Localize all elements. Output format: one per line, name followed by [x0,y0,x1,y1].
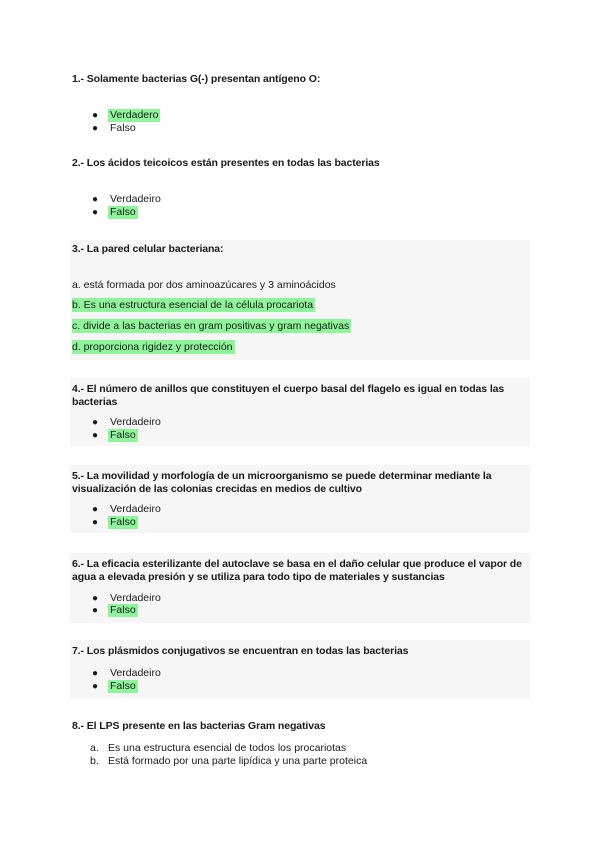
question-5-title: 5.- La movilidad y morfología de un microorganismo se puede determinar mediante la visualización de las colonias crecidas en medios de cultivo [72,470,492,495]
question-7-title: 7.- Los plásmidos conjugativos se encuentran en todas las bacterias [72,645,409,657]
question-3-option-b [72,299,315,312]
option-label: Falso [110,680,136,692]
question-8-title: 8.- El LPS presente en las bacterias Gram negativas [72,720,326,732]
question-4-title: 4.- El número de anillos que constituyen el cuerpo basal del flagelo es igual en todas las bacterias [72,383,505,408]
bullet-icon: ● [91,417,99,428]
bullet-icon: ● [91,110,99,121]
option-label: c. divide a las bacterias en gram positivas y gram negativas [72,320,350,332]
bullet-icon: ● [91,668,99,679]
option-label: Falso [110,604,136,616]
bullet-icon: ● [91,194,99,205]
option-label: Verdadeiro [110,416,161,428]
option-label: Falso [110,206,136,218]
bullet-icon: ● [91,605,99,616]
option-label: Falso [110,516,136,528]
question-3-option-a [72,279,338,292]
option-label: Verdadeiro [110,503,161,515]
option-label: Falso [110,429,136,441]
option-label: d. proporciona rigidez y protección [72,341,233,353]
bullet-icon: ● [91,681,99,692]
question-1-title: 1.- Solamente bacterias G(-) presentan antígeno O: [72,73,321,85]
question-3-option-d [72,341,235,354]
option-label: Está formado por una parte lipídica y una parte proteica [108,755,368,767]
option-label: Verdadero [110,109,159,121]
question-3-title: 3.- La pared celular bacteriana: [72,243,224,255]
bullet-icon: ● [91,517,99,528]
question-2-title: 2.- Los ácidos teicoicos están presentes en todas las bacterias [72,157,380,169]
bullet-icon: ● [91,593,99,604]
bullet-icon: ● [91,123,99,134]
option-letter: b. [90,755,99,767]
option-label: Es una estructura esencial de todos los procariotas [108,742,347,754]
question-3-option-c [72,320,351,333]
option-label: Verdadeiro [110,193,161,205]
question-6-title: 6.- La eficacia esterilizante del autoclave se basa en el daño celular que produce el vapor de agua a elevada presión y se utiliza para todo tipo de materiales y sustancias [72,558,522,583]
option-label: b. Es una estructura esencial de la célula procariota [72,299,314,311]
option-label: Verdadeiro [110,667,161,679]
option-label: Verdadeiro [110,592,161,604]
bullet-icon: ● [91,430,99,441]
option-label: Falso [110,122,136,134]
option-letter: a. [90,742,99,754]
bullet-icon: ● [91,207,99,218]
option-label: a. está formada por dos aminoazúcares y 3 aminoácidos [72,279,336,291]
bullet-icon: ● [91,504,99,515]
